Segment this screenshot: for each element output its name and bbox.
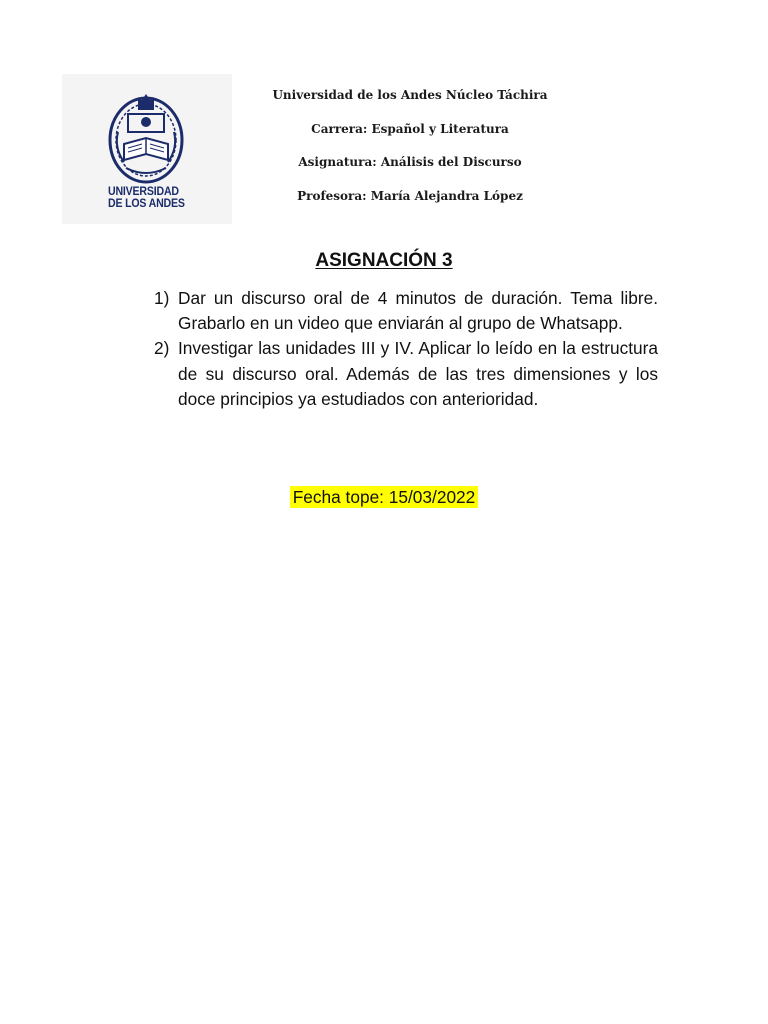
deadline-text: Fecha tope: 15/03/2022	[290, 486, 479, 508]
university-name: Universidad de los Andes Núcleo Táchira	[272, 88, 548, 102]
list-item-text: Investigar las unidades III y IV. Aplicar lo leído en la estructura de su discurso oral. Además de las tres dimensiones y los doce principios ya estudiados con anterioridad.	[178, 338, 658, 409]
subject-line: Asignatura: Análisis del Discurso	[298, 155, 522, 169]
logo-wordmark	[108, 186, 218, 210]
assignment-title: ASIGNACIÓN 3	[315, 250, 453, 271]
professor-line: Profesora: María Alejandra López	[297, 188, 523, 203]
deadline	[0, 487, 768, 508]
logo-line-2: DE LOS ANDES	[108, 198, 185, 210]
university-seal-icon	[106, 92, 186, 184]
list-item-number: 1)	[154, 288, 170, 308]
list-item-number: 2)	[154, 338, 170, 359]
university-logo	[62, 74, 232, 224]
document-header	[230, 87, 590, 221]
list-item	[154, 336, 658, 412]
list-item	[154, 286, 658, 336]
career-line: Carrera: Español y Literatura	[311, 121, 509, 136]
task-list	[154, 286, 658, 412]
list-item-text: Dar un discurso oral de 4 minutos de duración. Tema libre. Grabarlo en un video que enviarán al grupo de Whatsapp.	[178, 288, 658, 334]
logo-line-1: UNIVERSIDAD	[108, 186, 179, 198]
